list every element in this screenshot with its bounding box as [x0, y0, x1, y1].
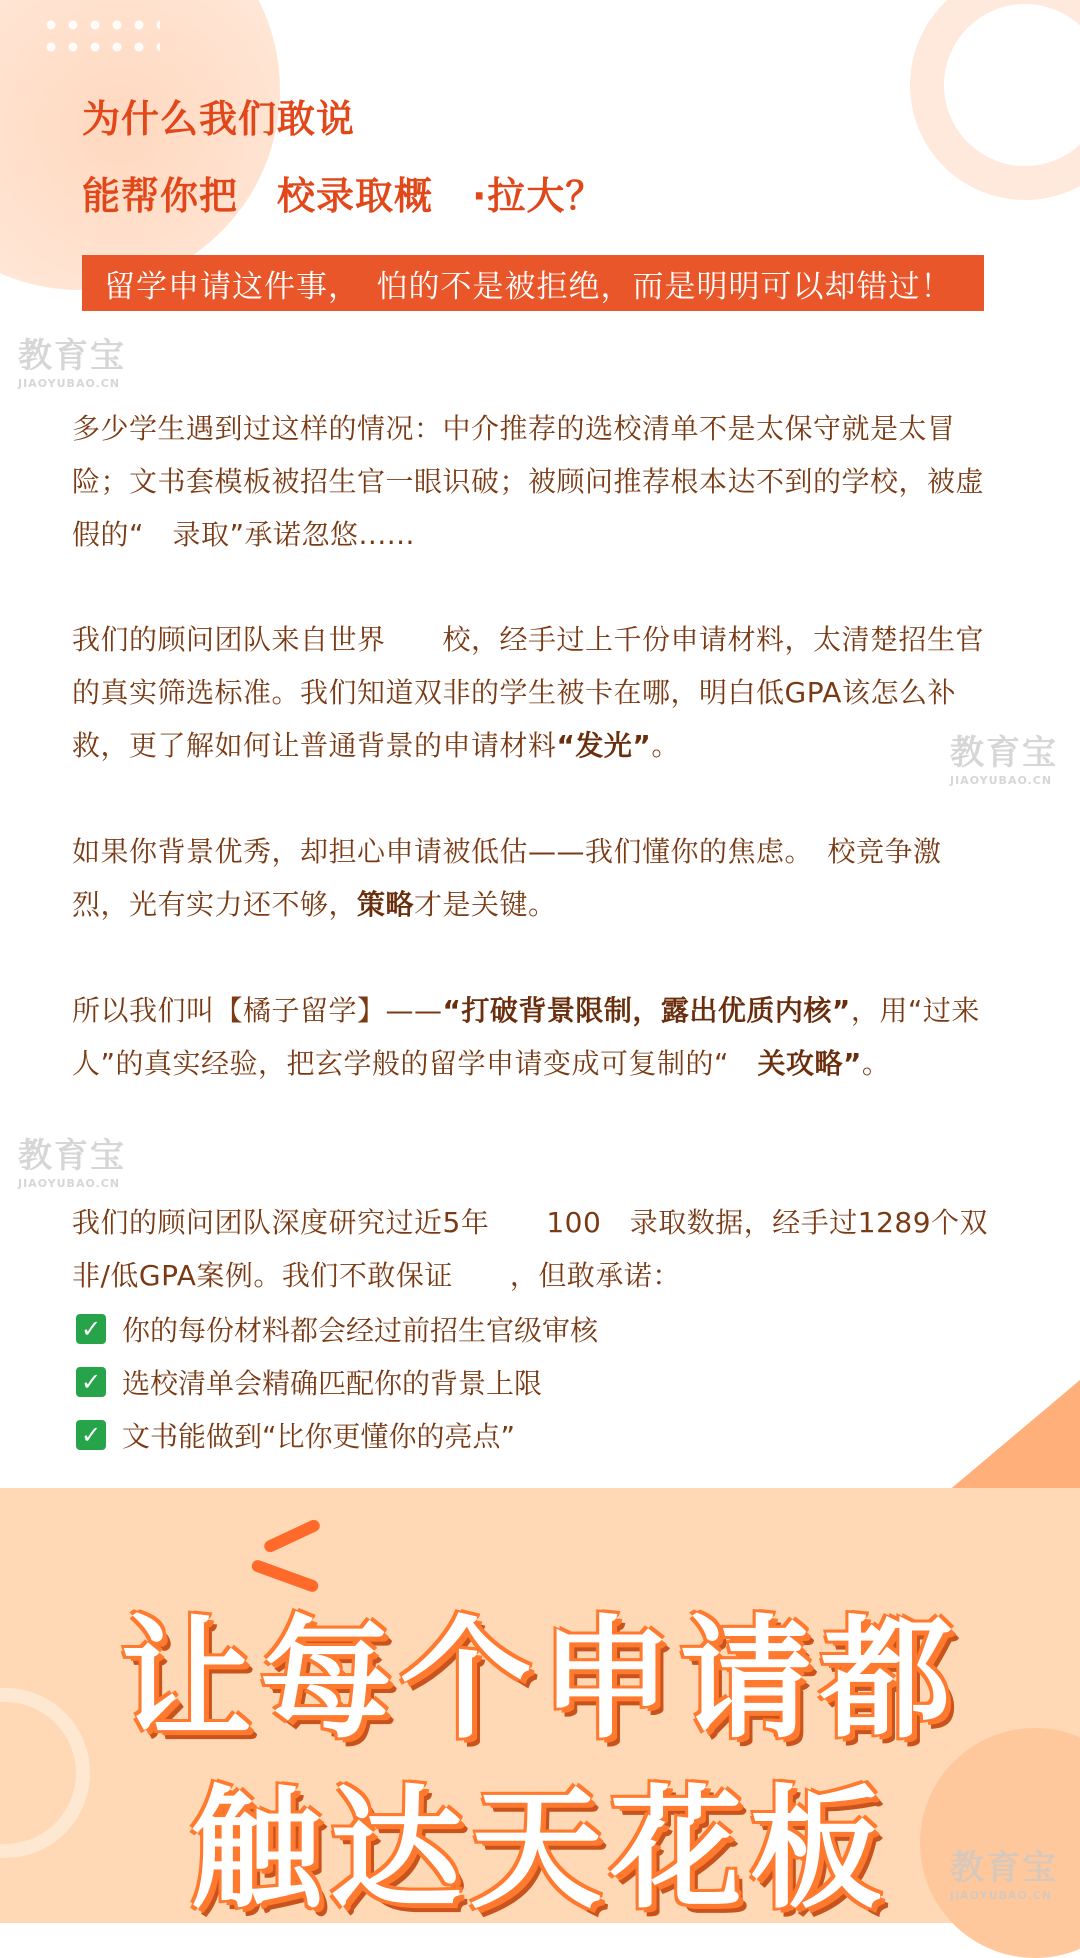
paragraph-brand-text: 所以我们叫【橘子留学】—— [72, 994, 443, 1027]
watermark-en: JIAOYUBAO.CN [950, 774, 1053, 787]
paragraph-strategy [72, 825, 992, 931]
decorative-burst-stroke [262, 1518, 321, 1554]
paragraph-brand-emphasis: 关攻略” [757, 1047, 862, 1080]
checklist-item [76, 1355, 598, 1408]
watermark-logo [950, 1840, 1058, 1902]
paragraph-brand-end: 。 [861, 1047, 891, 1080]
watermark-cn: 教育宝 [18, 1136, 126, 1176]
checklist-item [76, 1302, 598, 1355]
watermark-cn: 教育宝 [18, 336, 126, 376]
watermark-en: JIAOYUBAO.CN [18, 377, 121, 390]
paragraph-strategy-emphasis: 策略 [357, 888, 415, 921]
paragraph-strategy-text: 如果你背景优秀，却担心申请被低估——我们懂你的焦虑。 校竞争激烈，光有实力还不够， [72, 835, 942, 921]
paragraph-brand-middle: ，用“过来人”的真实经验，把玄学般的留学申请变成可复制的“ [72, 994, 980, 1080]
page-title-line2: 能帮你把 校录取概 ·拉大？ [82, 174, 605, 218]
checklist-item-text: 选校清单会精确匹配你的背景上限 [122, 1366, 543, 1400]
check-icon: ✓ [76, 1420, 106, 1450]
page-title-line1: 为什么我们敢说 [82, 97, 356, 141]
watermark-en: JIAOYUBAO.CN [18, 1177, 121, 1190]
checklist-item [76, 1408, 598, 1461]
paragraph-strategy-end: 才是关键。 [414, 888, 557, 921]
watermark-logo [18, 328, 126, 390]
paragraph-brand-slogan: “打破背景限制，露出优质内核” [442, 994, 851, 1027]
paragraph-team-emphasis: “发光” [556, 729, 652, 762]
watermark-en: JIAOYUBAO.CN [950, 1889, 1053, 1902]
decorative-ring-top-right [910, 0, 1080, 200]
paragraph-problems: 多少学生遇到过这样的情况：中介推荐的选校清单不是太保守就是太冒险；文书套模板被招生官一眼识破；被顾问推荐根本达不到的学校，被虚假的“ 录取”承诺忽悠...... [72, 412, 985, 551]
paragraph-team-end: 。 [651, 729, 680, 762]
paragraph-team [72, 613, 992, 772]
check-icon: ✓ [76, 1314, 106, 1344]
check-icon: ✓ [76, 1367, 106, 1397]
slogan-line2: 触达天花板 [190, 1773, 890, 1927]
checklist-item-text: 文书能做到“比你更懂你的亮点” [122, 1419, 516, 1453]
watermark-logo [18, 1128, 126, 1190]
paragraph-brand [72, 984, 992, 1090]
watermark-cn: 教育宝 [950, 733, 1058, 773]
promise-checklist [76, 1302, 598, 1461]
footer-slogan-panel [0, 1488, 1080, 1927]
paragraph-team-text: 我们的顾问团队来自世界 校，经手过上千份申请材料，太清楚招生官的真实筛选标准。我们知道双非的学生被卡在哪，明白低GPA该怎么补救，更了解如何让普通背景的申请材料 [72, 623, 985, 762]
decorative-dot-grid [40, 14, 160, 64]
paragraph-promise: 我们的顾问团队深度研究过近5年 100 录取数据，经手过1289个双非/低GPA案例。我们不敢保证 ，但敢承诺： [72, 1206, 989, 1292]
highlight-banner [82, 255, 984, 311]
slogan-line1: 让每个申请都 [120, 1603, 960, 1757]
checklist-item-text: 你的每份材料都会经过前招生官级审核 [122, 1313, 599, 1347]
banner-text: 留学申请这件事， 怕的不是被拒绝，而是明明可以却错过！ [104, 268, 953, 305]
watermark-cn: 教育宝 [950, 1848, 1058, 1888]
